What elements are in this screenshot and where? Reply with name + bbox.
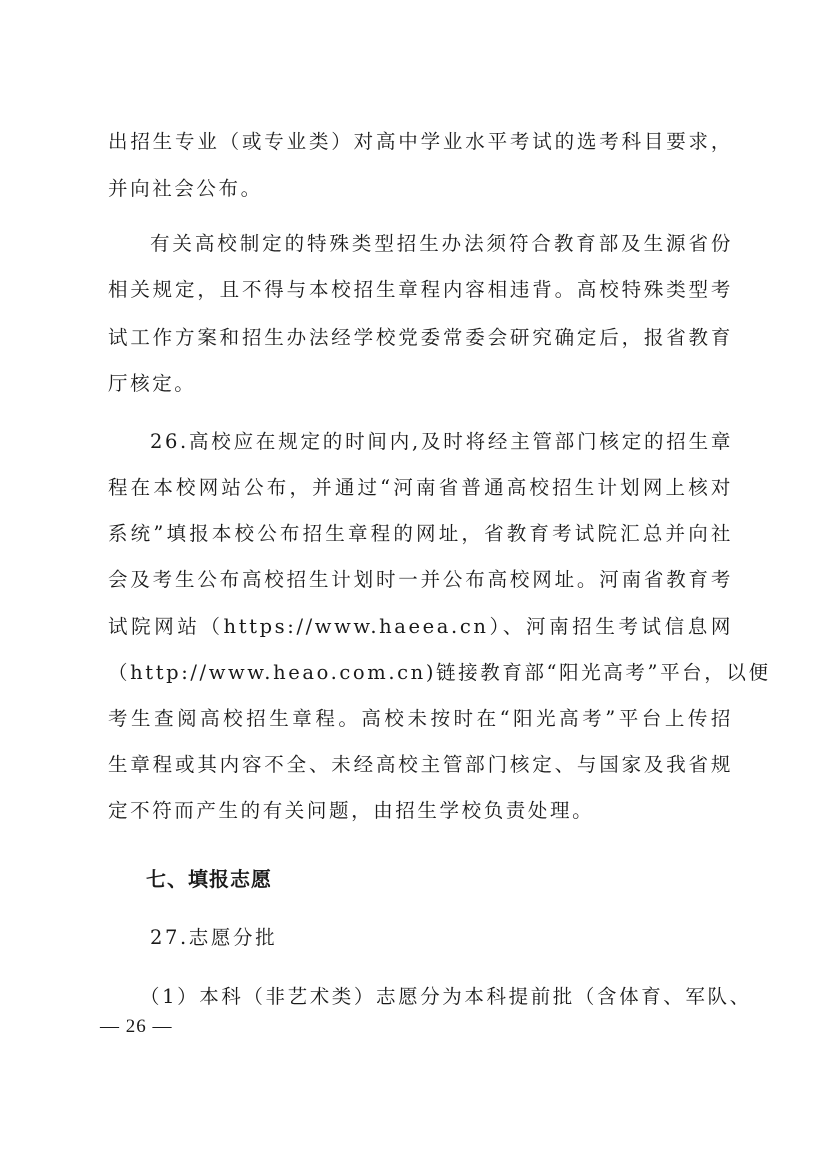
text-line: 并向社会公布。	[108, 177, 263, 200]
section-heading: 七、填报志愿	[146, 867, 272, 891]
text-line: 生章程或其内容不全、未经高校主管部门核定、与国家及我省规	[108, 753, 733, 776]
text-line: 试工作方案和招生办法经学校党委常委会研究确定后，报省教育	[108, 326, 733, 349]
text-line: 定不符而产生的有关问题，由招生学校负责处理。	[108, 799, 595, 822]
text-line: 试院网站（https://www.haeea.cn）、河南招生考试信息网	[108, 615, 733, 638]
text-line: 会及考生公布高校招生计划时一并公布高校网址。河南省教育考	[108, 568, 733, 591]
text-line: 相关规定，且不得与本校招生章程内容相违背。高校特殊类型考	[108, 278, 733, 301]
text-line: 26.高校应在规定的时间内,及时将经主管部门核定的招生章	[150, 430, 733, 453]
text-line: 厅核定。	[108, 372, 197, 395]
text-line: 考生查阅高校招生章程。高校未按时在“阳光高考”平台上传招	[108, 707, 733, 730]
text-line: 有关高校制定的特殊类型招生办法须符合教育部及生源省份	[150, 232, 733, 255]
text-line: 程在本校网站公布，并通过“河南省普通高校招生计划网上核对	[108, 476, 733, 499]
page-number: — 26 —	[100, 1016, 173, 1037]
list-item-text: （1）本科（非艺术类）志愿分为本科提前批（含体育、军队、	[140, 985, 752, 1008]
text-line: （http://www.heao.com.cn)链接教育部“阳光高考”平台，以便	[108, 661, 771, 684]
text-line: 系统”填报本校公布招生章程的网址，省教育考试院汇总并向社	[108, 522, 733, 545]
subsection-heading: 27.志愿分批	[150, 926, 278, 949]
text-line: 出招生专业（或专业类）对高中学业水平考试的选考科目要求，	[108, 130, 733, 153]
